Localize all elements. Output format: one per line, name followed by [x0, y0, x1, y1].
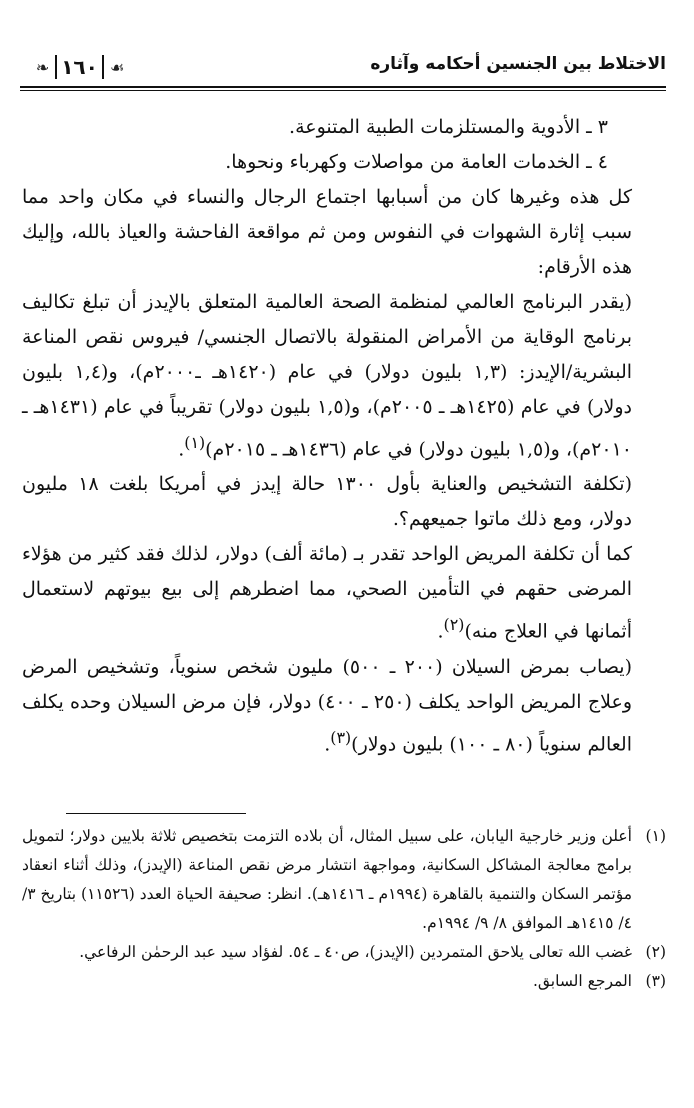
paragraph-gonorrhea-text: (يصاب بمرض السيلان (٢٠٠ ـ ٥٠٠) مليون شخص سنوياً، وتشخيص المرض وعلاج المريض الواحد يكلف (٢٥٠ ـ ٤٠٠) دولار، فإن مرض السيلان وحده يكلف العالم سنوياً (٨٠ ـ ١٠٠) بليون دولار) [22, 655, 633, 755]
header-rule-thick [20, 86, 666, 88]
page-number-box [30, 50, 130, 84]
paragraph-gonorrhea [22, 650, 666, 762]
paragraph-who-costs-text: (يقدر البرنامج العالمي لمنظمة الصحة العالمية المتعلق بالإيدز أن تبلغ تكاليف برنامج الوقاية من الأمراض المنقولة بالاتصال الجنسي/ فيروس نقص المناعة البشرية/الإيدز: (١,٣ بليون دولار) في عام (١٤٢٠هـ ـ٢٠٠٠م)، و(١,٤ بليون دولار) في عام (١٤٢٥هـ ـ ٢٠٠٥م)، و(١,٥ بليون دولار) تقريباً في عام (١٤٣١هـ ـ ٢٠١٠م)، و(١,٥ بليون دولار) في عام (١٤٣٦هـ ـ ٢٠١٥م) [22, 291, 633, 461]
footnotes [22, 822, 666, 996]
footnote-number: (١) [645, 827, 666, 845]
right-ornament-icon: ☙ [109, 57, 125, 77]
paragraph-gonorrhea-end: . [324, 732, 331, 755]
footnote-ref-2[interactable]: (٢) [443, 615, 465, 635]
paragraph-patient-cost [22, 537, 666, 649]
footnote-ref-1[interactable]: (١) [184, 433, 206, 452]
footnote-number: (٢) [645, 943, 666, 961]
paragraph-diagnosis-cost: (تكلفة التشخيص والعناية بأول ١٣٠٠ حالة إيدز في أمريكا بلغت ١٨ مليون دولار، ومع ذلك ماتوا جميعهم؟. [22, 473, 632, 531]
paragraph-patient-cost-end: . [437, 620, 444, 643]
list-item-4: ٤ ـ الخدمات العامة من مواصلات وكهرباء ونحوها. [225, 151, 608, 173]
footnote-text: المرجع السابق. [532, 972, 632, 990]
list-item-3: ٣ ـ الأدوية والمستلزمات الطبية المتنوعة. [289, 116, 608, 138]
main-text [22, 110, 666, 762]
header-rule-thin [20, 90, 666, 91]
paragraph-causes: كل هذه وغيرها كان من أسبابها اجتماع الرجال والنساء في مكان واحد مما سبب إثارة الشهوات في النفوس ومن ثم مواقعة الفاحشة والعياذ بالله، وإليك هذه الأرقام: [22, 186, 632, 278]
left-ornament-icon: ❧ [35, 57, 50, 77]
paragraph-patient-cost-text: كما أن تكلفة المريض الواحد تقدر بـ (مائة ألف) دولار، لذلك فقد كثير من هؤلاء المرضى حقهم في التأمين الصحي، مما اضطرهم إلى بيع بيوتهم لاستعمال أثمانها في العلاج منه) [22, 543, 632, 643]
footnote-3 [22, 967, 666, 996]
paragraph-who-costs-end: . [178, 438, 185, 461]
footnote-number: (٣) [645, 972, 666, 990]
page-number: ١٦٠ [55, 55, 104, 79]
running-title: الاختلاط بين الجنسين أحكامه وآثاره [370, 54, 666, 74]
footnote-text: غضب الله تعالى يلاحق المتمردين (الإيدز)، ص٤٠ ـ ٥٤. لفؤاد سيد عبد الرحمٰن الرفاعي. [79, 943, 632, 961]
footnote-1 [22, 822, 666, 938]
footnote-ref-3[interactable]: (٣) [330, 727, 352, 747]
footnote-2 [22, 938, 666, 967]
page-header [20, 48, 666, 92]
footnote-text: أعلن وزير خارجية اليابان، على سبيل المثال، أن بلاده التزمت بتخصيص ثلاثة بلايين دولار؛ لتمويل برامج معالجة المشاكل السكانية، ومواجهة انتشار مرض نقص المناعة (الإيدز)، وذلك أثناء انعقاد مؤتمر السكان والتنمية بالقاهرة (١٩٩٤م ـ ١٤١٦هـ). انظر: صحيفة الحياة العدد (١١٥٢٦) بتاريخ ٣/ ٤/ ١٤١٥هـ الموافق ٨/ ٩/ ١٩٩٤م. [22, 827, 633, 932]
footnote-separator [66, 813, 246, 814]
paragraph-who-costs [22, 285, 666, 467]
